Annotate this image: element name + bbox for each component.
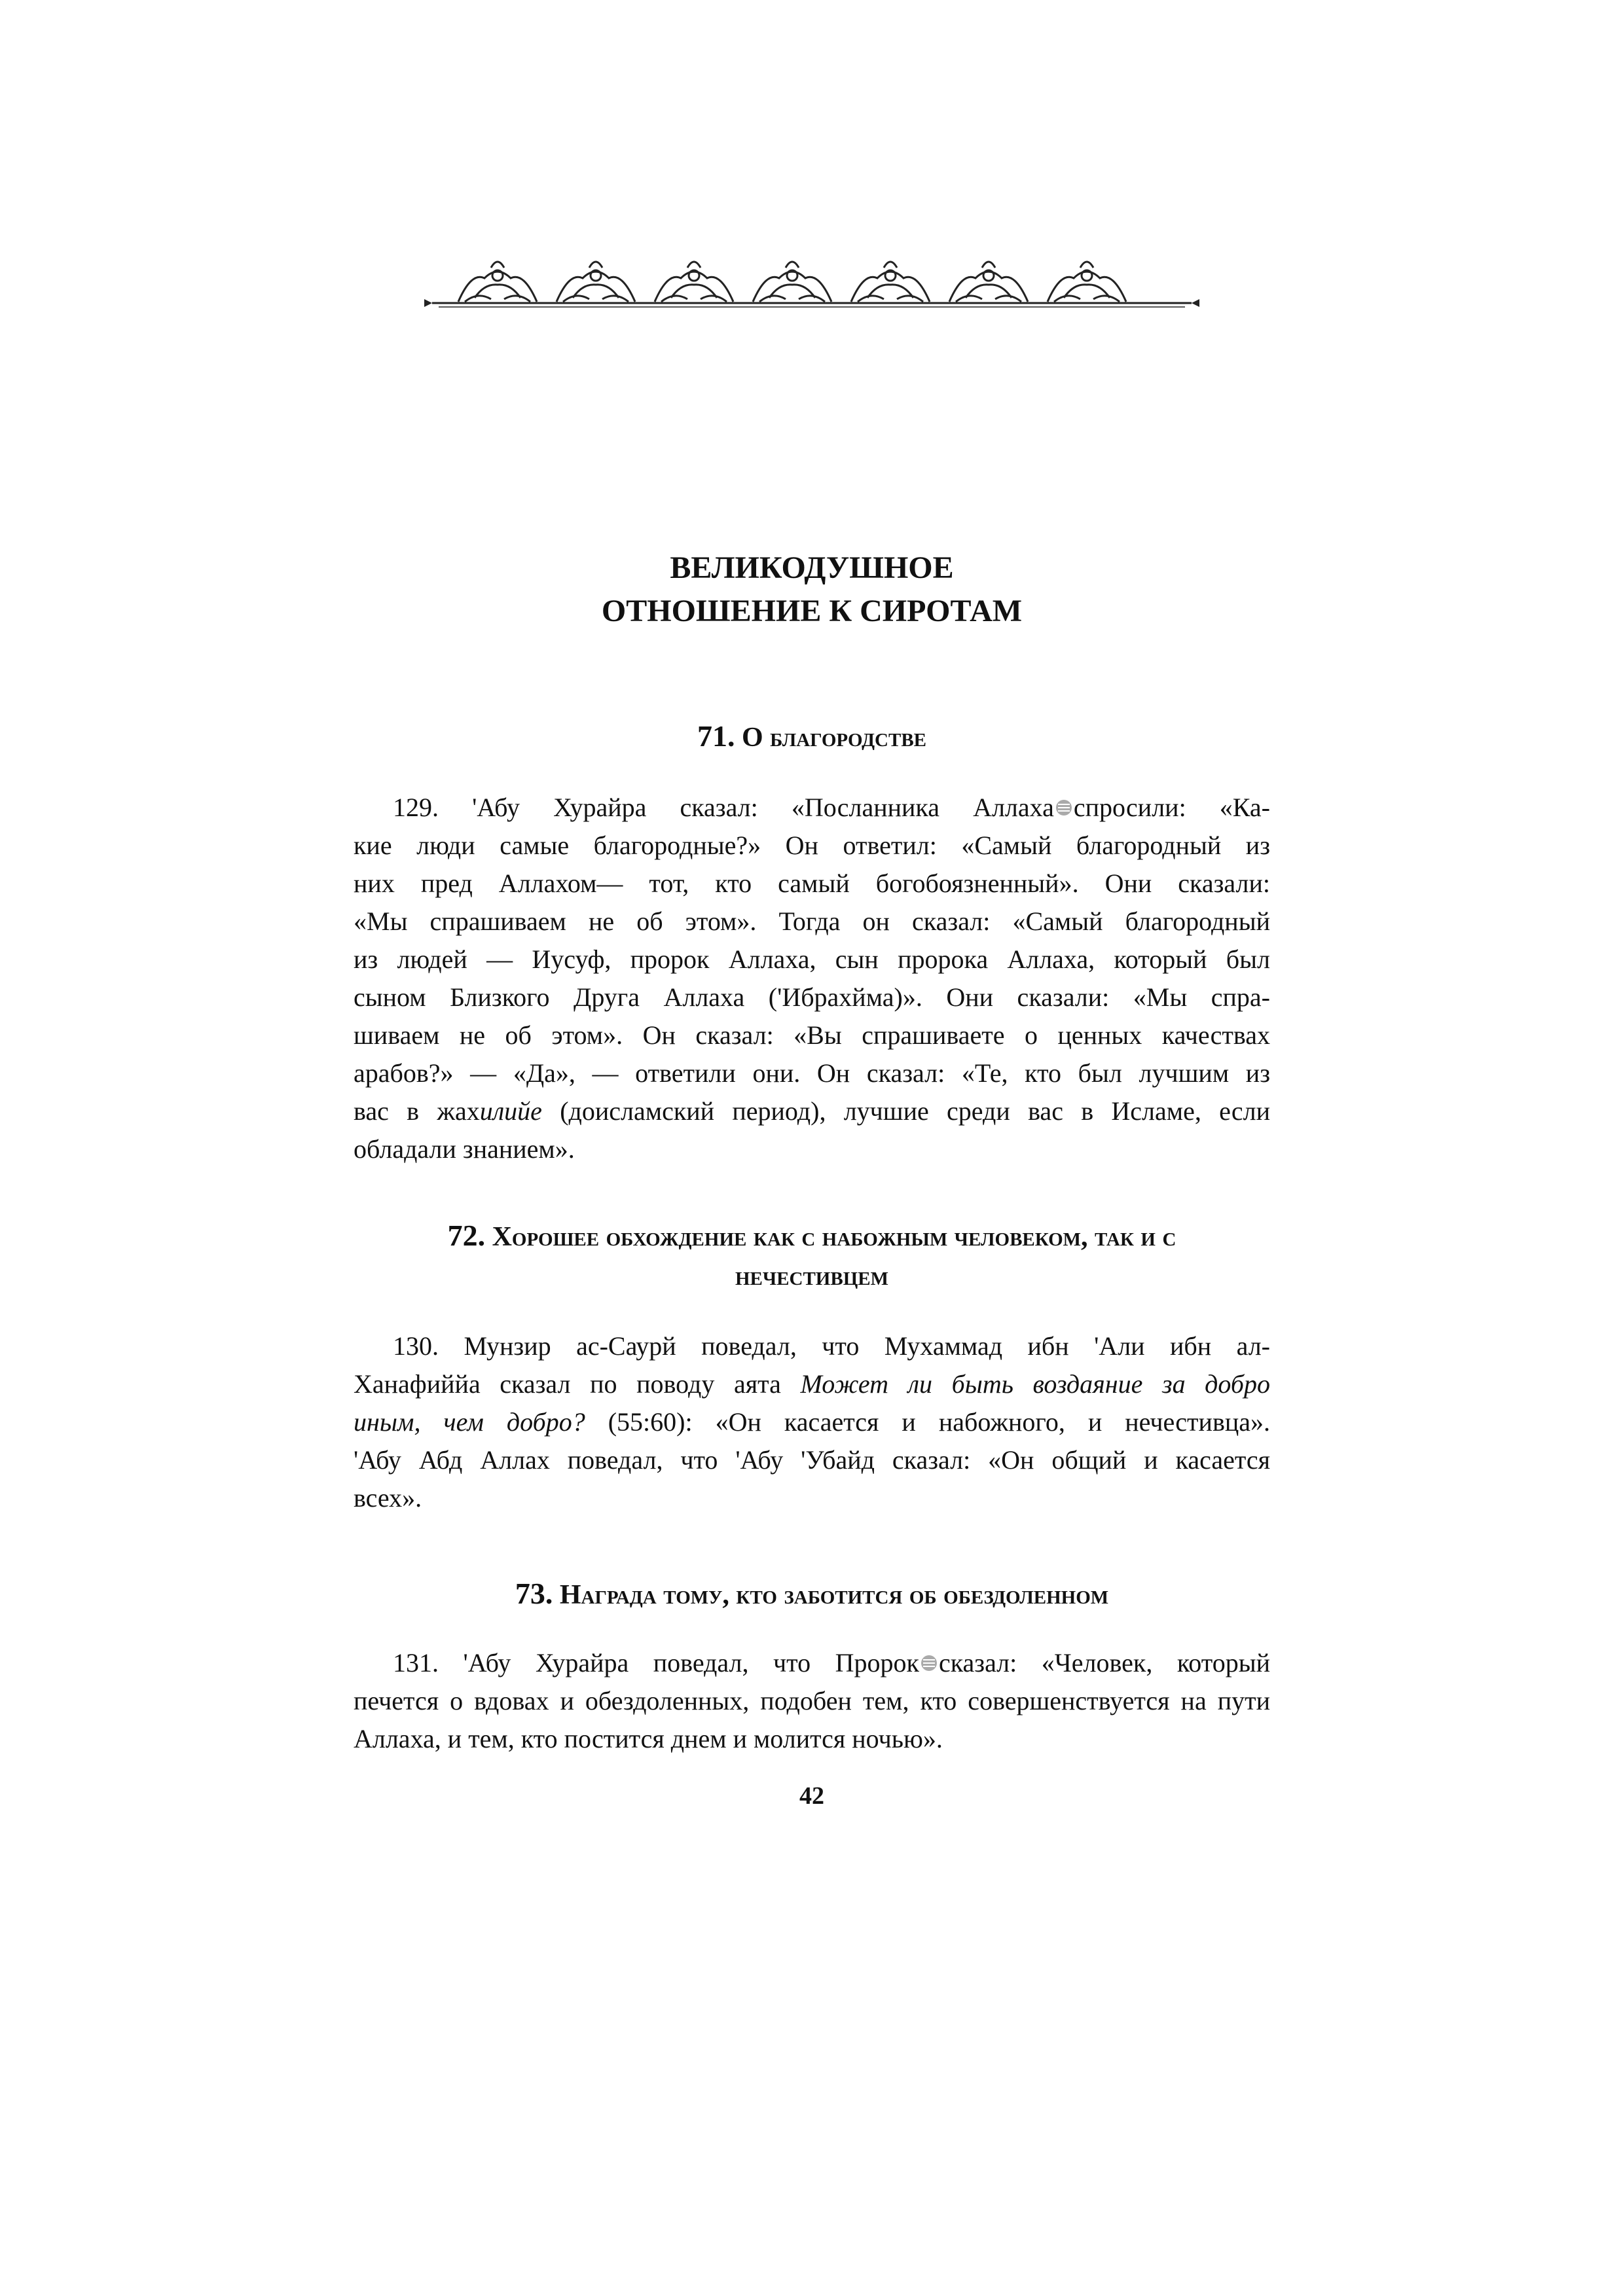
floral-ornament-icon [419,252,1205,317]
section-title-line-2: нечестивцем [735,1261,888,1291]
text-line: всех». [354,1483,422,1513]
text-line: иным, чем добро? (55:60): «Он касается и набожного, и нечестивца». [354,1407,1270,1437]
text-line: 130. Мунзир ас-Саурй поведал, что Мухаммад ибн 'Али ибн ал- [393,1331,1270,1361]
chapter-title-line-1: ВЕЛИКОДУШНОЕ [670,550,954,585]
text-line: 'Абу Абд Аллах поведал, что 'Абу 'Убайд сказал: «Он общий и касается [354,1445,1270,1475]
text-line: сыном Близкого Друга Аллаха ('Ибрахйма)». Они сказали: «Мы спра- [354,982,1270,1012]
chapter-title-line-2: ОТНОШЕНИЕ К СИРОТАМ [601,594,1023,628]
text-line: Ханафиййа сказал по поводу аята Может ли быть воздаяние за добро [354,1369,1270,1399]
text-line: вас в жахилийе (доисламский период), лучшие среди вас в Исламе, если [354,1096,1270,1126]
section-title: Награда тому, кто заботится об обездоленном [559,1580,1109,1610]
section-heading-71 [354,717,1270,757]
page-number: 42 [799,1782,824,1810]
section-heading-72 [354,1216,1270,1296]
text-line: из людей — Иусуф, пророк Аллаха, сын пророка Аллаха, который был [354,944,1270,974]
section-number: 73. [515,1577,553,1610]
salawat-seal-icon [1054,798,1074,817]
text-line: 131. 'Абу Хурайра поведал, что Пророк сказал: «Человек, который [393,1648,1270,1677]
text-line: шиваем не об этом». Он сказал: «Вы спрашиваете о ценных качествах [354,1020,1270,1050]
text-line: обладали знанием». [354,1134,575,1164]
text-line: «Мы спрашиваем не об этом». Тогда он сказал: «Самый благородный [354,906,1270,936]
hadith-130 [354,1327,1270,1517]
text-line: арабов?» — «Да», — ответили они. Он сказал: «Те, кто был лучшим из [354,1058,1270,1088]
hadith-129 [354,789,1270,1168]
section-number: 71. [697,719,735,753]
text-line: них пред Аллахом— тот, кто самый богобоязненный». Они сказали: [354,869,1270,898]
chapter-title [419,547,1205,633]
section-title-line-1: Хорошее обхождение как с набожным человеком, так и с [492,1222,1176,1252]
text-line: 129. 'Абу Хурайра сказал: «Посланника Аллаха спросили: «Ка- [393,793,1271,822]
section-number: 72. [447,1219,486,1252]
section-title: О благородстве [741,723,927,753]
section-heading-73 [354,1574,1270,1615]
salawat-seal-icon [919,1653,939,1673]
text-line: печется о вдовах и обездоленных, подобен тем, кто совершенствуется на пути [354,1686,1270,1715]
text-line: кие люди самые благородные?» Он ответил: «Самый благородный из [354,831,1270,860]
hadith-131 [354,1644,1270,1758]
text-line: Аллаха, и тем, кто постится днем и молится ночью». [354,1724,943,1753]
